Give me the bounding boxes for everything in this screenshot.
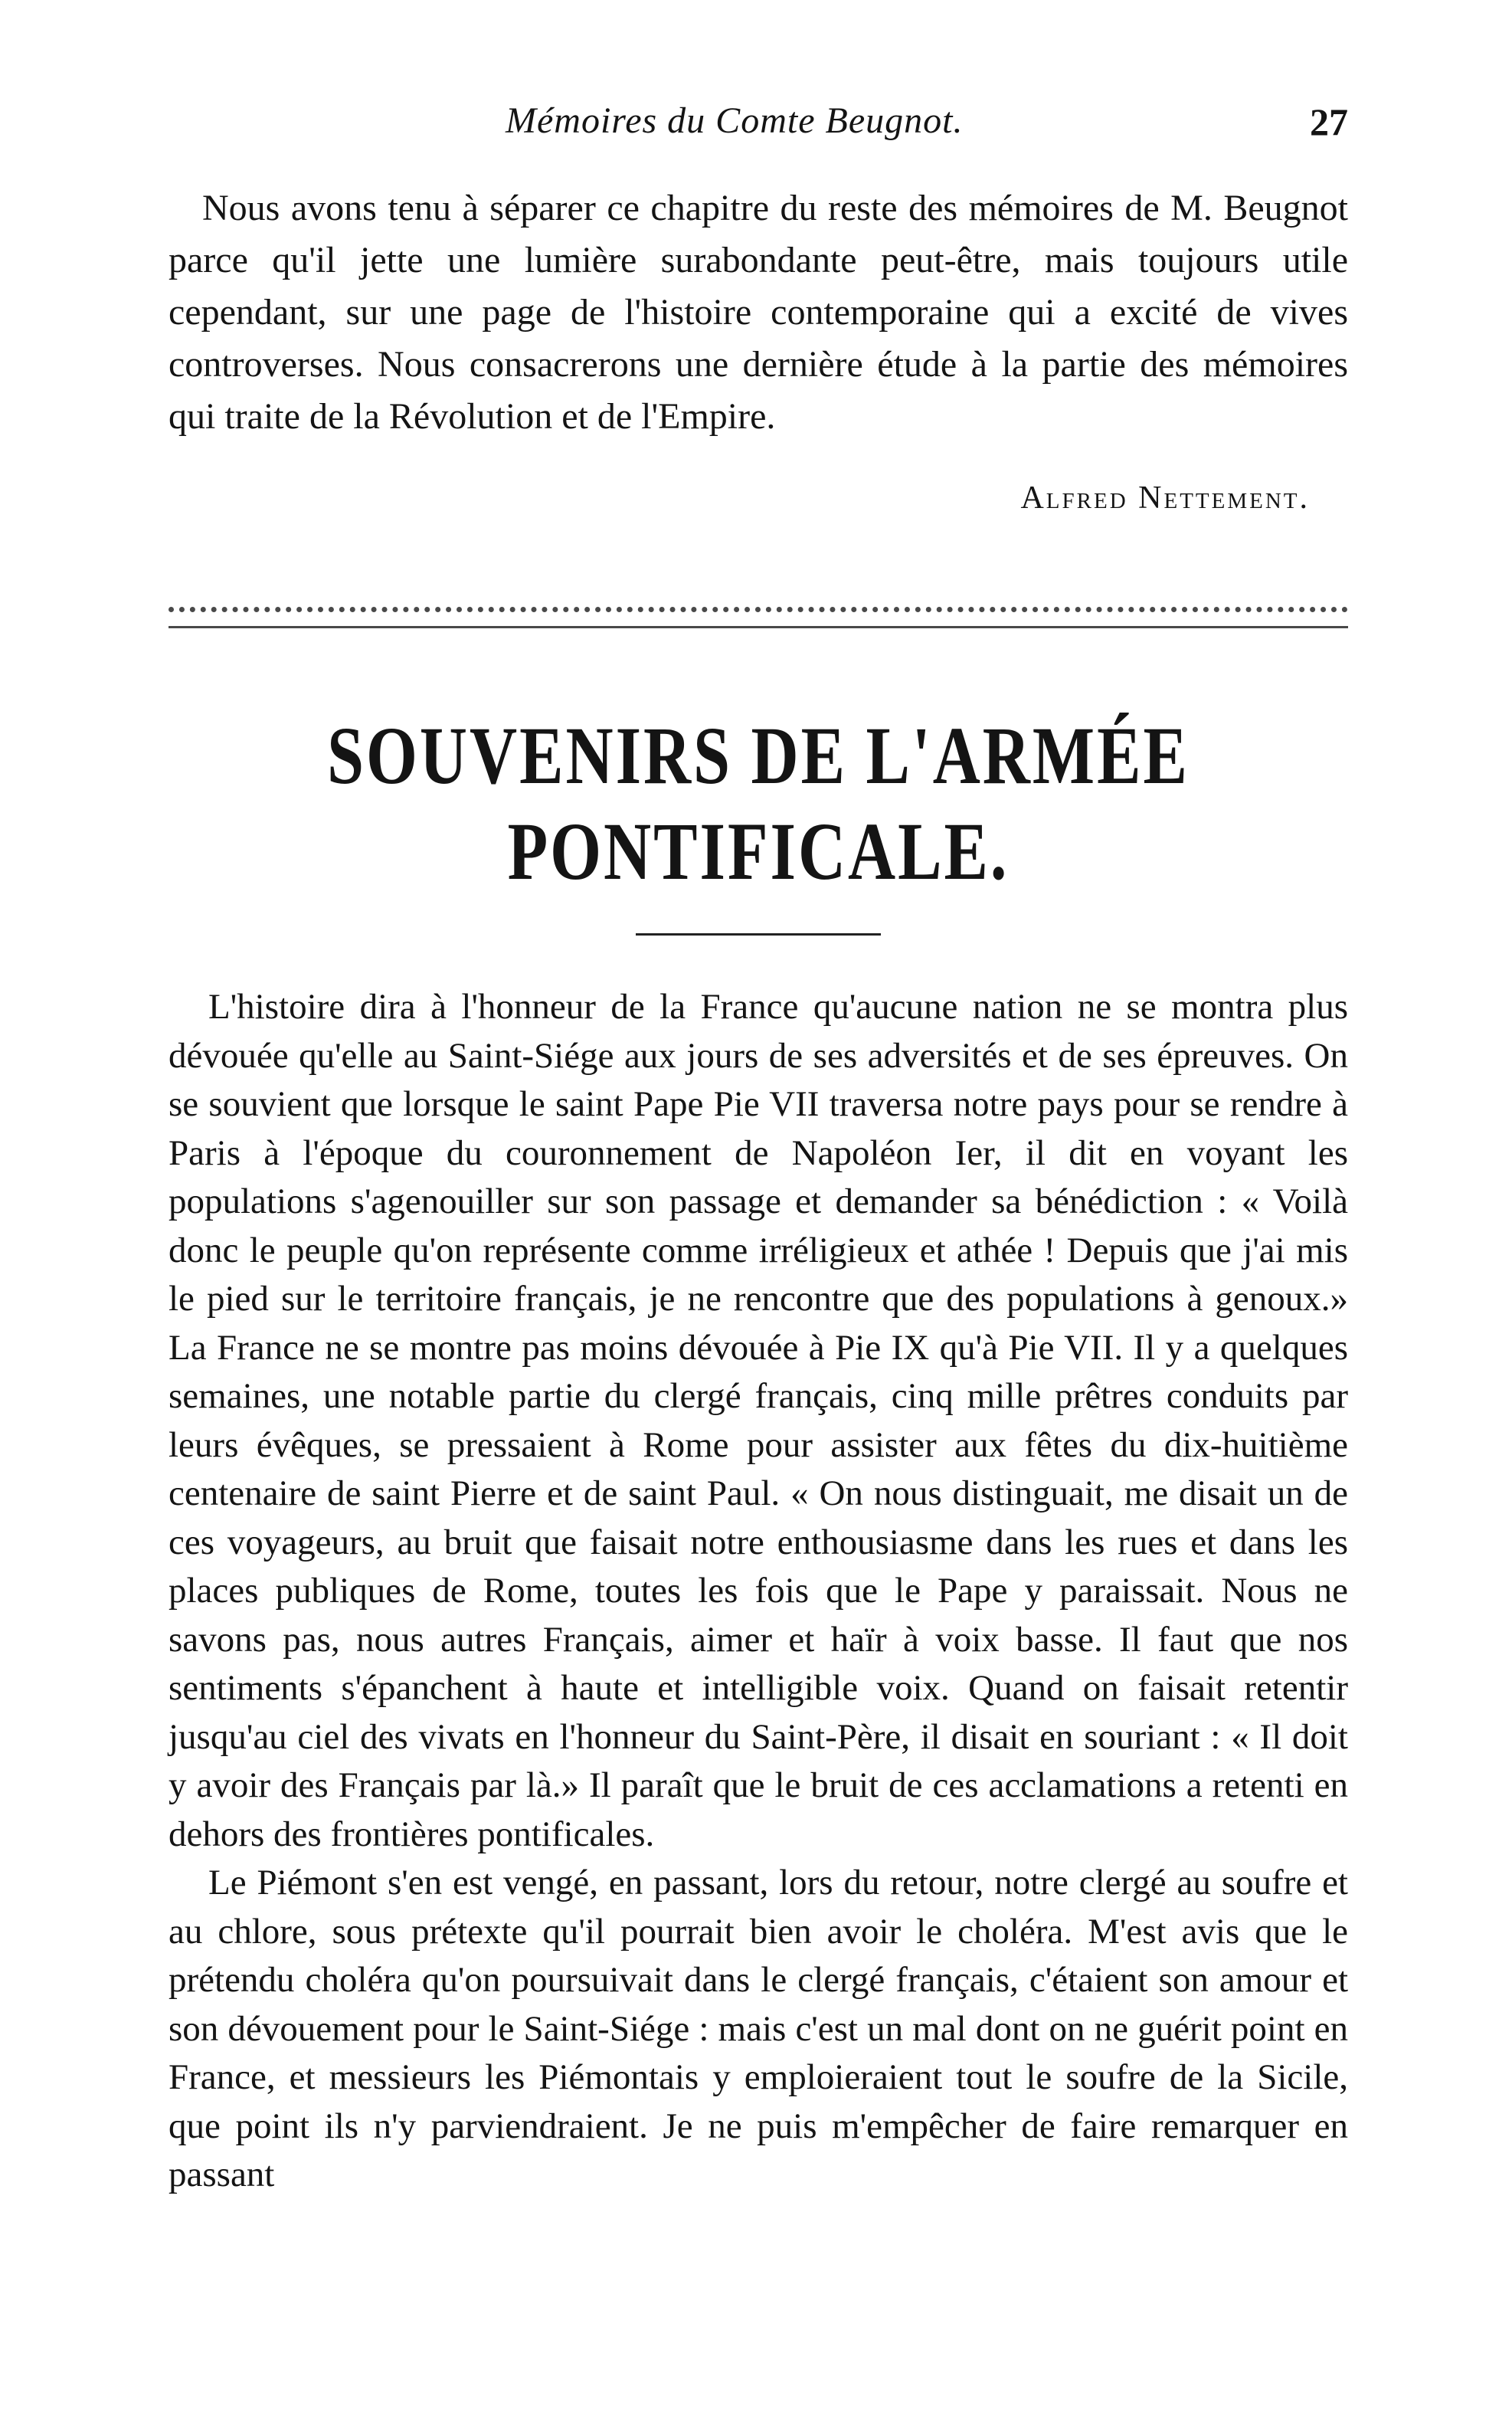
intro-paragraph: Nous avons tenu à séparer ce chapitre du reste des mémoires de M. Beugnot parce qu'il jette une lumière surabondante peut-être, mais toujours utile cependant, sur une page de l'histoire contemporaine qui a excité de vives controverses. Nous consacrerons une dernière étude à la partie des mémoires qui traite de la Révolution et de l'Empire.	[169, 188, 1348, 437]
section-divider	[169, 607, 1348, 628]
body-paragraph: Le Piémont s'en est vengé, en passant, lors du retour, notre clergé au soufre et au chlore, sous prétexte qu'il pourrait bien avoir le choléra. M'est avis que le prétendu choléra qu'on poursuivait dans le clergé français, c'étaient son amour et son dévouement pour le Saint-Siége : mais c'est un mal dont on ne guérit point en France, et messieurs les Piémontais y emploieraient tout le soufre de la Sicile, que point ils n'y parviendraient. Je ne puis m'empêcher de faire remarquer en passant	[169, 1863, 1348, 2194]
section-title: SOUVENIRS DE L'ARMÉE PONTIFICALE.	[327, 709, 1190, 897]
author-signature: Alfred Nettement.	[1020, 480, 1310, 516]
book-page	[169, 100, 1348, 2200]
title-rule	[636, 933, 881, 936]
section-body	[169, 983, 1348, 2200]
running-head-title: Mémoires du Comte Beugnot.	[506, 100, 964, 141]
page-number: 27	[1310, 100, 1348, 143]
body-paragraph: L'histoire dira à l'honneur de la France qu'aucune nation ne se montra plus dévouée qu'elle au Saint-Siége aux jours de ses adversités et de ses épreuves. On se souvient que lorsque le saint Pape Pie VII traversa notre pays pour se rendre à Paris à l'époque du couronnement de Napoléon Ier, il dit en voyant les populations s'agenouiller sur son passage et demander sa bénédiction : « Voilà donc le peuple qu'on représente comme irréligieux et athée ! Depuis que j'ai mis le pied sur le territoire français, je ne rencontre que des populations à genoux.» La France ne se montre pas moins dévouée à Pie IX qu'à Pie VII. Il y a quelques semaines, une notable partie du clergé français, cinq mille prêtres conduits par leurs évêques, se pressaient à Rome pour assister aux fêtes du dix-huitième centenaire de saint Pierre et de saint Paul. « On nous distinguait, me disait un de ces voyageurs, au bruit que faisait notre enthousiasme dans les rues et dans les places publiques de Rome, toutes les fois que le Pape y paraissait. Nous ne savons pas, nous autres Français, aimer et haïr à voix basse. Il faut que nos sentiments s'épanchent à haute et intelligible voix. Quand on faisait retentir jusqu'au ciel des vivats en l'honneur du Saint-Père, il disait en souriant : « Il doit y avoir des Français par là.» Il paraît que le bruit de ces acclamations a retenti en dehors des frontières pontificales.	[169, 987, 1348, 1854]
running-head	[169, 100, 1348, 153]
